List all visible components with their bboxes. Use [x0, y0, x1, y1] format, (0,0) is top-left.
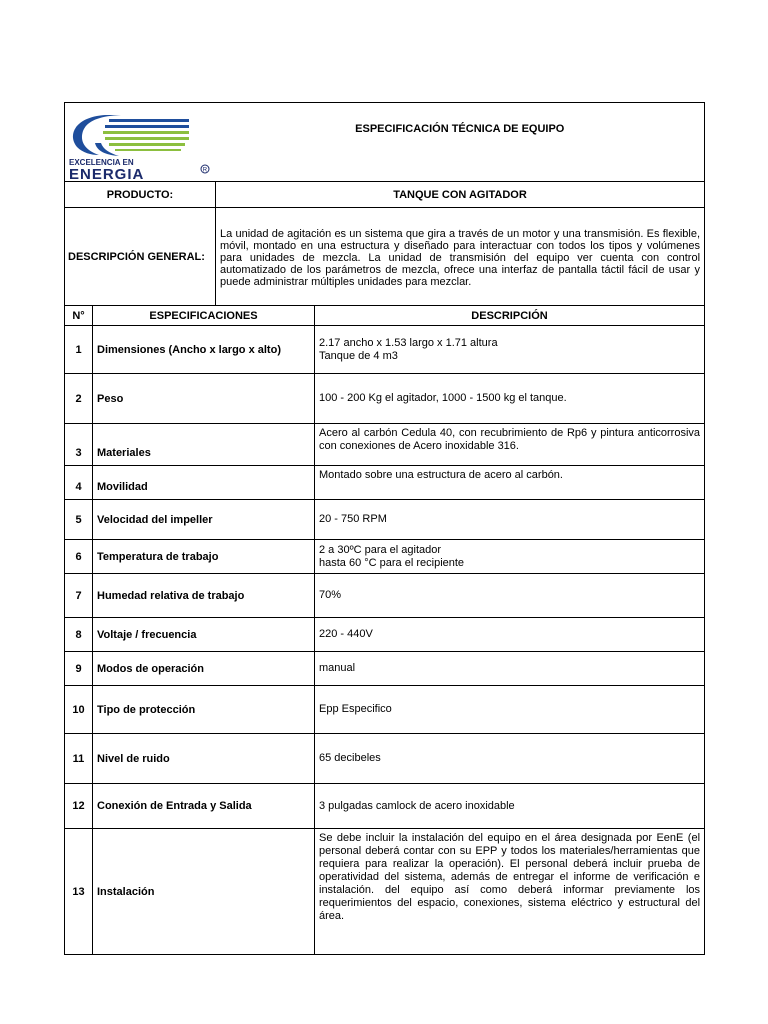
spec-label: Movilidad	[93, 466, 315, 500]
spec-row	[65, 424, 705, 466]
spec-description	[315, 424, 705, 466]
company-logo	[65, 103, 215, 181]
logo-line2: ENERGIA	[69, 166, 145, 181]
spec-description	[315, 686, 705, 734]
logo-cell	[65, 103, 216, 182]
logo-registered-mark: R	[202, 167, 208, 174]
header-number: N°	[65, 306, 93, 326]
spec-row	[65, 784, 705, 829]
spec-number: 4	[65, 466, 93, 500]
spec-description-line: Acero al carbón Cedula 40, con recubrimiento de Rp6 y pintura anticorrosiva con conexiones de Acero inoxidable 316.	[319, 427, 701, 452]
spec-description	[315, 500, 705, 540]
column-headers	[65, 306, 705, 326]
spec-description	[315, 574, 705, 618]
spec-description-line: 2.17 ancho x 1.53 largo x 1.71 altura	[319, 336, 498, 349]
spec-description-line: Epp Especifico	[319, 703, 392, 715]
spec-number: 10	[65, 686, 93, 734]
spec-label: Materiales	[93, 424, 315, 466]
header-description: DESCRIPCIÓN	[315, 306, 705, 326]
spec-number: 1	[65, 326, 93, 374]
spec-label: Voltaje / frecuencia	[93, 618, 315, 652]
spec-number: 7	[65, 574, 93, 618]
spec-description-line: Se debe incluir la instalación del equipo en el área designada por EenE (el personal deberá contar con su EPP y todos los materiales/herramientas que requiera para realizar la operación). El personal deberá incluir prueba de operatividad del sistema, además de entregar el informe de verificación e instalación. del equipo así como deberá informar previamente los requerimientos del espacio, conexiones, sistema eléctrico y estructural del área.	[319, 832, 701, 922]
spec-row	[65, 540, 705, 574]
product-value: TANQUE CON AGITADOR	[216, 182, 705, 208]
spec-row	[65, 652, 705, 686]
spec-label: Temperatura de trabajo	[93, 540, 315, 574]
spec-label: Velocidad del impeller	[93, 500, 315, 540]
spec-row	[65, 374, 705, 424]
spec-description	[315, 326, 705, 374]
spec-label: Nivel de ruido	[93, 734, 315, 784]
general-description-row	[65, 208, 705, 306]
spec-description	[315, 540, 705, 574]
spec-number: 6	[65, 540, 93, 574]
spec-description-line: 2 a 30ºC para el agitador	[319, 543, 442, 556]
spec-number: 5	[65, 500, 93, 540]
spec-description	[315, 374, 705, 424]
spec-label: Peso	[93, 374, 315, 424]
spec-row	[65, 500, 705, 540]
spec-description-line: Montado sobre una estructura de acero al carbón.	[319, 469, 563, 481]
product-row	[65, 182, 705, 208]
spec-label: Humedad relativa de trabajo	[93, 574, 315, 618]
spec-row	[65, 618, 705, 652]
spec-label: Modos de operación	[93, 652, 315, 686]
spec-description	[315, 618, 705, 652]
spec-description-line: Tanque de 4 m3	[319, 349, 398, 362]
general-description-text: La unidad de agitación es un sistema que gira a través de un motor y una transmisión. Es flexible, móvil, montado en una estructura y diseñado para interactuar con todos los tipos y volúmenes para unidades de mezcla. La unidad de transmisión del equipo ver cuenta con control automatizado de los parámetros de mezcla, ofrece una interfaz de pantalla táctil fácil de usar y puede administrar múltiples unidades para mezclar.	[216, 208, 705, 306]
spec-label: Conexión de Entrada y Salida	[93, 784, 315, 829]
spec-description-line: 20 - 750 RPM	[319, 513, 387, 525]
spec-description-line: hasta 60 °C para el recipiente	[319, 556, 465, 569]
spec-row	[65, 574, 705, 618]
spec-number: 3	[65, 424, 93, 466]
spec-description	[315, 466, 705, 500]
spec-number: 8	[65, 618, 93, 652]
spec-description	[315, 734, 705, 784]
spec-number: 12	[65, 784, 93, 829]
spec-row	[65, 326, 705, 374]
spec-description	[315, 652, 705, 686]
spec-description-line: 70%	[319, 589, 342, 601]
spec-description	[315, 829, 705, 955]
spec-table	[64, 102, 705, 955]
logo-line1: EXCELENCIA EN	[69, 158, 134, 167]
spec-row	[65, 829, 705, 955]
spec-row	[65, 734, 705, 784]
spec-label: Instalación	[93, 829, 315, 955]
spec-label: Tipo de protección	[93, 686, 315, 734]
document-title: ESPECIFICACIÓN TÉCNICA DE EQUIPO	[216, 103, 705, 182]
spec-row	[65, 466, 705, 500]
spec-description-line: 220 - 440V	[319, 628, 373, 640]
spec-description-line: 65 decibeles	[319, 752, 381, 764]
spec-description	[315, 784, 705, 829]
spec-label: Dimensiones (Ancho x largo x alto)	[93, 326, 315, 374]
general-description-label: DESCRIPCIÓN GENERAL:	[65, 208, 216, 306]
spec-description-line: 3 pulgadas camlock de acero inoxidable	[319, 799, 515, 812]
spec-number: 13	[65, 829, 93, 955]
spec-number: 2	[65, 374, 93, 424]
product-label: PRODUCTO:	[65, 182, 216, 208]
spec-sheet	[64, 102, 704, 955]
header-row	[65, 103, 705, 182]
spec-description-line: manual	[319, 662, 356, 674]
spec-description-line: 100 - 200 Kg el agitador, 1000 - 1500 kg el tanque.	[319, 392, 567, 404]
spec-number: 9	[65, 652, 93, 686]
header-specifications: ESPECIFICACIONES	[93, 306, 315, 326]
spec-row	[65, 686, 705, 734]
spec-number: 11	[65, 734, 93, 784]
